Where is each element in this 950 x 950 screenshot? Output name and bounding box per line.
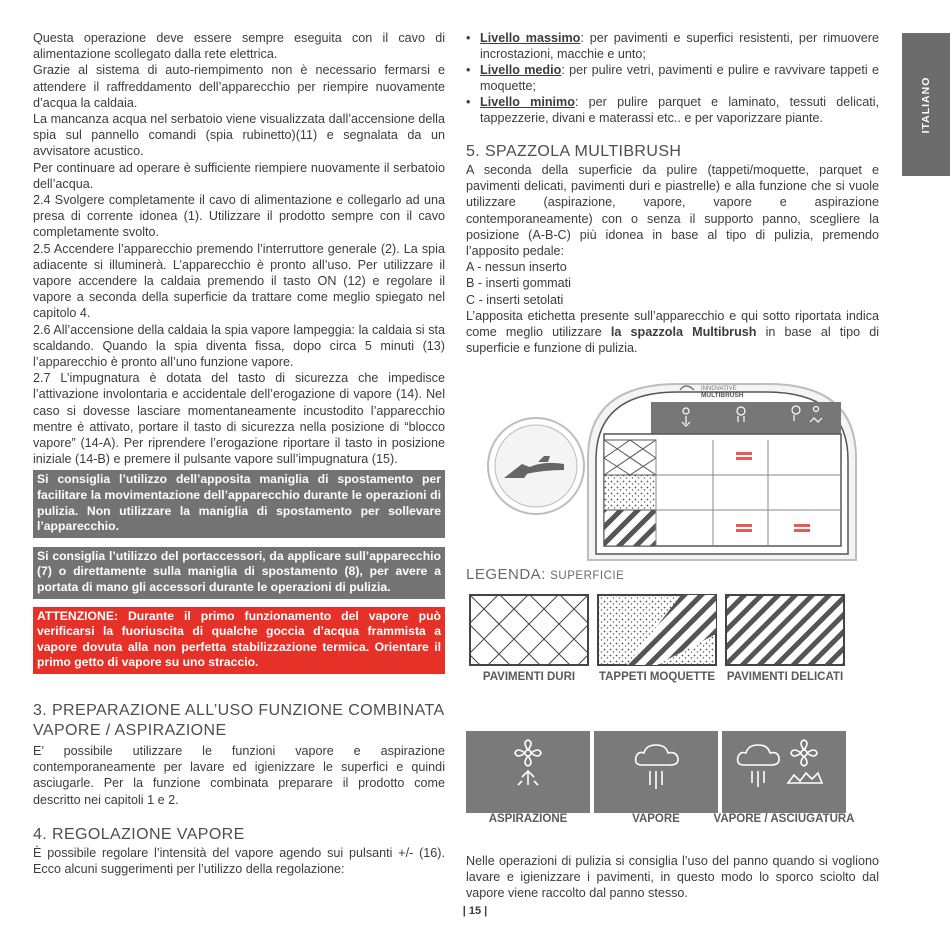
surface-label-delicate: PAVIMENTI DELICATI [726,671,844,683]
steam-dry-icon [722,731,846,813]
list-item: • Livello minimo: per pulire parquet e laminato, tessuti delicati, tappezzerie, divani e materassi etc.. e per vaporizzare piante. [466,94,879,126]
section-3-text: E’ possibile utilizzare le funzioni vapore e aspirazione contemporaneamente per lavare ed igienizzare le superfici e quindi asciugarle. Per la funzione combinata preparare il prodotto come descritto nei capitoli 1 e 2. [33,744,445,807]
label-logo-bottom: MULTIBRUSH [701,392,744,399]
function-label-vacuum: ASPIRAZIONE [488,813,568,825]
function-steam-dry-tile [722,731,846,813]
paragraph: 2.5 Accendere l’apparecchio premendo l’interruttore generale (2). La spia adiacente si illuminerà. L’apparecchio è pronto all’uso. Per utilizzare il vapore accendere la caldaia premendo il tasto ON (12) e regolare il vapore a seconda della superficie da trattare come meglio spiegato nel capitolo 4. [33,241,445,321]
function-label-steam: VAPORE [632,813,680,825]
language-tab-label: ITALIANO [920,76,932,133]
closing-paragraph: Nelle operazioni di pulizia si consiglia l’uso del panno quando si vogliono lavare e igienizzare i pavimenti, in questo modo lo sporco sciolto dal vapore viene raccolto dal panno stesso. [466,854,879,901]
surface-carpet-swatch [597,594,717,666]
paragraph: 2.7 L’impugnatura è dotata del tasto di sicurezza che impedisce l’attivazione involontaria e accidentale dell’erogazione di vapore (14). Nel caso si dovesse lasciare momentaneamente incustodito l’apparecchio mentre è attivato, portare il tasto di sicurezza nella posizione di “blocco vapore” (14-A). Per riprendere l’erogazione riportare il tasto in posizione iniziale (14-B) e premere il pulsante vapore sull’impugnatura (15). [33,371,445,467]
warning-label: ATTENZIONE: [37,608,119,623]
note-box-handle: Si consiglia l’utilizzo dell’apposita maniglia di spostamento per facilitare la movimentazione dell’apparecchio durante le operazioni di pulizia. Non utilizzare la maniglia di spostamento per sollevare l’apparecchio. [33,470,445,537]
warning-text: Durante il primo funzionamento del vapore può verificarsi la fuoriuscita di qualche goccia d’acqua frammista a vapore dovuta alla non perfetta stabilizzazione termica. Orientare il primo getto di vapore su uno straccio. [37,608,441,670]
option-c: C - inserti setolati [466,292,564,307]
surface-label-hard: PAVIMENTI DURI [482,671,576,683]
function-vacuum-tile [466,731,590,813]
paragraph: 2.6 All’accensione della caldaia la spia vapore lampeggia: la caldaia si sta scaldando. Quando la spia diventa fissa, dopo circa 5 minuti (13) l’apparecchio è pronto all’uno funzione vapore. [33,322,445,370]
paragraph: La mancanza acqua nel serbatoio viene visualizzata dall’accensione della spia sul pannello comandi (spia rubinetto)(11) e segnalata da un avvisatore acustico. [33,112,445,159]
multibrush-label-illustration [478,378,863,564]
list-item: • Livello massimo: per pavimenti e superfici resistenti, per rimuovere incrostazioni, macchie e unto; [466,30,879,62]
paragraph: Grazie al sistema di auto-riempimento non è necessario fermarsi e attendere il raffreddamento dell’apparecchio per riempire nuovamente d’acqua la caldaia. [33,63,445,110]
surface-delicate-floor-swatch [725,594,845,666]
right-column [466,30,879,356]
section-4-text: È possibile regolare l’intensità del vapore agendo sui pulsanti +/- (16). Ecco alcuni suggerimenti per l’utilizzo della regolazione: [33,845,445,877]
section-5-heading: 5. SPAZZOLA MULTIBRUSH [466,143,682,160]
steam-level-list [466,30,879,126]
surface-label-carpet: TAPPETI MOQUETTE [598,671,716,683]
page-number: | 15 | [462,905,488,917]
vacuum-icon [466,731,590,813]
warning-box [33,607,445,674]
section-5-text-2: L’apposita etichetta presente sull’apparecchio e qui sotto riportata indica come meglio utilizzare la spazzola Multibrush in base al tipo di superficie e funzione di pulizia. [466,308,879,356]
legend-title: LEGENDA: SUPERFICIE [466,566,625,583]
function-steam-tile [594,731,718,813]
note-box-accessories: Si consiglia l’utilizzo del portaccessori, da applicare sull’apparecchio (7) o direttamente sulla maniglia di spostamento (8), per avere a portata di mano gli accessori durante le operazioni di pulizia. [33,547,445,599]
steam-icon [594,731,718,813]
option-a: A - nessun inserto [466,260,567,275]
surface-hard-floor-swatch [469,594,589,666]
section-5-text: A seconda della superficie da pulire (tappeti/moquette, parquet e pavimenti delicati, pavimenti duri e piastrelle) e alla funzione che si vuole utilizzare (aspirazione, vapore, vapore e aspirazione contemporaneamente) con o senza il supporto panno, scegliere la posizione (A-B-C) più idonea in base al tipo di pulizia, premendo l’apposito pedale: [466,163,879,259]
section-3-heading: 3. PREPARAZIONE ALL’USO FUNZIONE COMBINATA VAPORE / ASPIRAZIONE [33,702,444,740]
paragraph: 2.4 Svolgere completamente il cavo di alimentazione e collegarlo ad una presa di corrente idonea (1). Utilizzare il prodotto sempre con il cavo completamente svolto. [33,193,445,240]
language-tab [902,33,950,176]
label-logo-top: INNOVATIVE [701,386,737,392]
list-item: • Livello medio: per pulire vetri, pavimenti e pulire e ravvivare tappeti e moquette; [466,62,879,94]
function-label-steam-dry: VAPORE / ASCIUGATURA [713,813,855,825]
section-4-heading: 4. REGOLAZIONE VAPORE [33,825,245,843]
left-column [33,30,445,877]
option-b: B - inserti gommati [466,276,571,291]
paragraph: Per continuare ad operare è sufficiente riempiere nuovamente il serbatoio dell’acqua. [33,160,445,191]
paragraph: Questa operazione deve essere sempre eseguita con il cavo di alimentazione scollegato dalla rete elettrica. [33,31,445,62]
